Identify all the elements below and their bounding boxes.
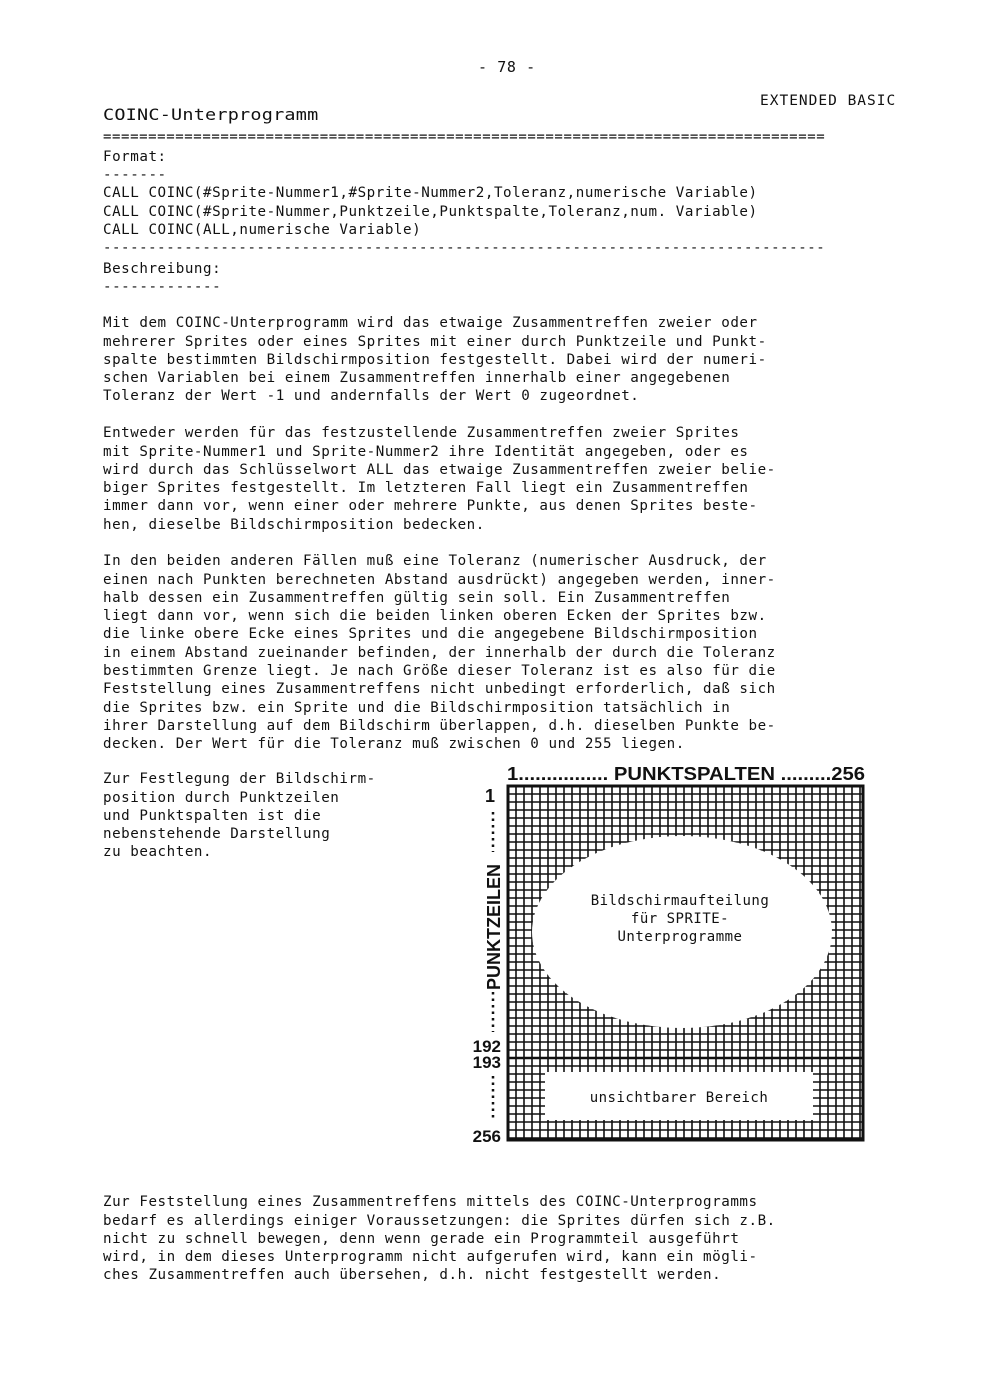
text-line: Zur Festlegung der Bildschirm-	[103, 771, 376, 788]
row-label-192: 192	[472, 1037, 501, 1056]
invisible-area-label: unsichtbarer Bereich	[589, 1090, 769, 1106]
text-line: nicht zu schnell bewegen, denn wenn gerade ein Programmteil ausgeführt	[103, 1230, 740, 1247]
text-line: bestimmten Grenze liegt. Je nach Größe dieser Toleranz ist es also für die	[103, 663, 776, 680]
dash-rule: --------------------------------------------------------------------------------	[103, 240, 826, 256]
paragraph-2	[103, 406, 776, 534]
page-title: COINC-Unterprogramm	[103, 106, 319, 125]
column-axis-label: 1................ PUNKTSPALTEN .........256	[507, 764, 865, 784]
text-line: mit Sprite-Nummer1 und Sprite-Nummer2 ihre Identität angegeben, oder es	[103, 443, 749, 460]
row-label-1: 1	[484, 786, 495, 806]
text-line: Mit dem COINC-Unterprogramm wird das etwaige Zusammentreffen zweier oder	[103, 315, 758, 332]
text-line: schen Variablen bei einem Zusammentreffen innerhalb einer angegebenen	[103, 370, 731, 387]
text-line: biger Sprites festgestellt. Im letzteren Fall liegt ein Zusammentreffen	[103, 480, 749, 497]
oval-text-line: Unterprogramme	[617, 929, 743, 945]
text-line: halb dessen ein Zusammentreffen gültig sein soll. Ein Zusammentreffen	[103, 589, 731, 606]
double-rule: ================================================================================	[103, 129, 826, 145]
beschreibung-underline: -------------	[103, 279, 222, 295]
row-label-193: 193	[472, 1053, 501, 1072]
text-line: mehrerer Sprites oder eines Sprites mit einer durch Punktzeile und Punkt-	[103, 333, 767, 350]
text-line: Toleranz der Wert -1 und andernfalls der Wert 0 zugeordnet.	[103, 388, 640, 405]
screen-layout-diagram	[455, 760, 875, 1150]
text-line: Zur Feststellung eines Zusammentreffens mittels des COINC-Unterprogramms	[103, 1194, 758, 1211]
format-underline: -------	[103, 167, 167, 183]
format-line: CALL COINC(ALL,numerische Variable)	[103, 222, 422, 238]
text-line: immer dann vor, wenn einer oder mehrere Punkte, aus denen Sprites beste-	[103, 498, 758, 515]
text-line: spalte bestimmten Bildschirmposition festgestellt. Dabei wird der numeri-	[103, 351, 767, 368]
text-line: wird durch das Schlüsselwort ALL das etwaige Zusammentreffen zweier belie-	[103, 461, 776, 478]
paragraph-1	[103, 296, 767, 406]
text-line: wird, in dem dieses Unterprogramm nicht aufgerufen wird, kann ein mögli-	[103, 1249, 758, 1266]
text-line: ches Zusammentreffen auch übersehen, d.h. nicht festgestellt werden.	[103, 1267, 722, 1284]
text-line: liegt dann vor, wenn sich die beiden linken oberen Ecken der Sprites bzw.	[103, 608, 767, 625]
oval-text-line: für SPRITE-	[630, 911, 730, 927]
oval-text-line: Bildschirmaufteilung	[590, 893, 770, 909]
text-line: und Punktspalten ist die	[103, 807, 322, 824]
text-line: hen, dieselbe Bildschirmposition bedecken.	[103, 516, 485, 533]
section-label: EXTENDED BASIC	[760, 93, 897, 109]
closing-paragraph	[103, 1175, 776, 1285]
text-line: decken. Der Wert für die Toleranz muß zwischen 0 und 255 liegen.	[103, 736, 685, 753]
format-heading: Format:	[103, 149, 167, 165]
text-line: in einem Abstand zueinander befinden, der innerhalb der durch die Toleranz	[103, 644, 776, 661]
side-note	[103, 752, 376, 862]
text-line: bedarf es allerdings einiger Voraussetzungen: die Sprites dürfen sich z.B.	[103, 1212, 776, 1229]
text-line: zu beachten.	[103, 844, 213, 861]
row-label-256: 256	[472, 1127, 501, 1146]
text-line: In den beiden anderen Fällen muß eine Toleranz (numerischer Ausdruck, der	[103, 553, 767, 570]
format-line: CALL COINC(#Sprite-Nummer1,#Sprite-Nummer2,Toleranz,numerische Variable)	[103, 185, 758, 201]
text-line: Entweder werden für das festzustellende Zusammentreffen zweier Sprites	[103, 425, 740, 442]
text-line: die linke obere Ecke eines Sprites und die angegebene Bildschirmposition	[103, 626, 758, 643]
text-line: einen nach Punkten berechneten Abstand ausdrückt) angegeben werden, inner-	[103, 571, 776, 588]
row-axis-label: PUNKTZEILEN	[484, 864, 504, 990]
text-line: nebenstehende Darstellung	[103, 826, 331, 843]
beschreibung-heading: Beschreibung:	[103, 261, 222, 277]
paragraph-3	[103, 534, 776, 754]
text-line: die Sprites bzw. ein Sprite und die Bildschirmposition tatsächlich in	[103, 699, 731, 716]
format-line: CALL COINC(#Sprite-Nummer,Punktzeile,Punktspalte,Toleranz,num. Variable)	[103, 204, 758, 220]
text-line: ihrer Darstellung auf dem Bildschirm überlappen, d.h. dieselben Punkte be-	[103, 717, 776, 734]
text-line: Feststellung eines Zusammentreffens nicht unbedingt erforderlich, daß sich	[103, 681, 776, 698]
page-number: - 78 -	[478, 58, 536, 76]
text-line: position durch Punktzeilen	[103, 789, 340, 806]
